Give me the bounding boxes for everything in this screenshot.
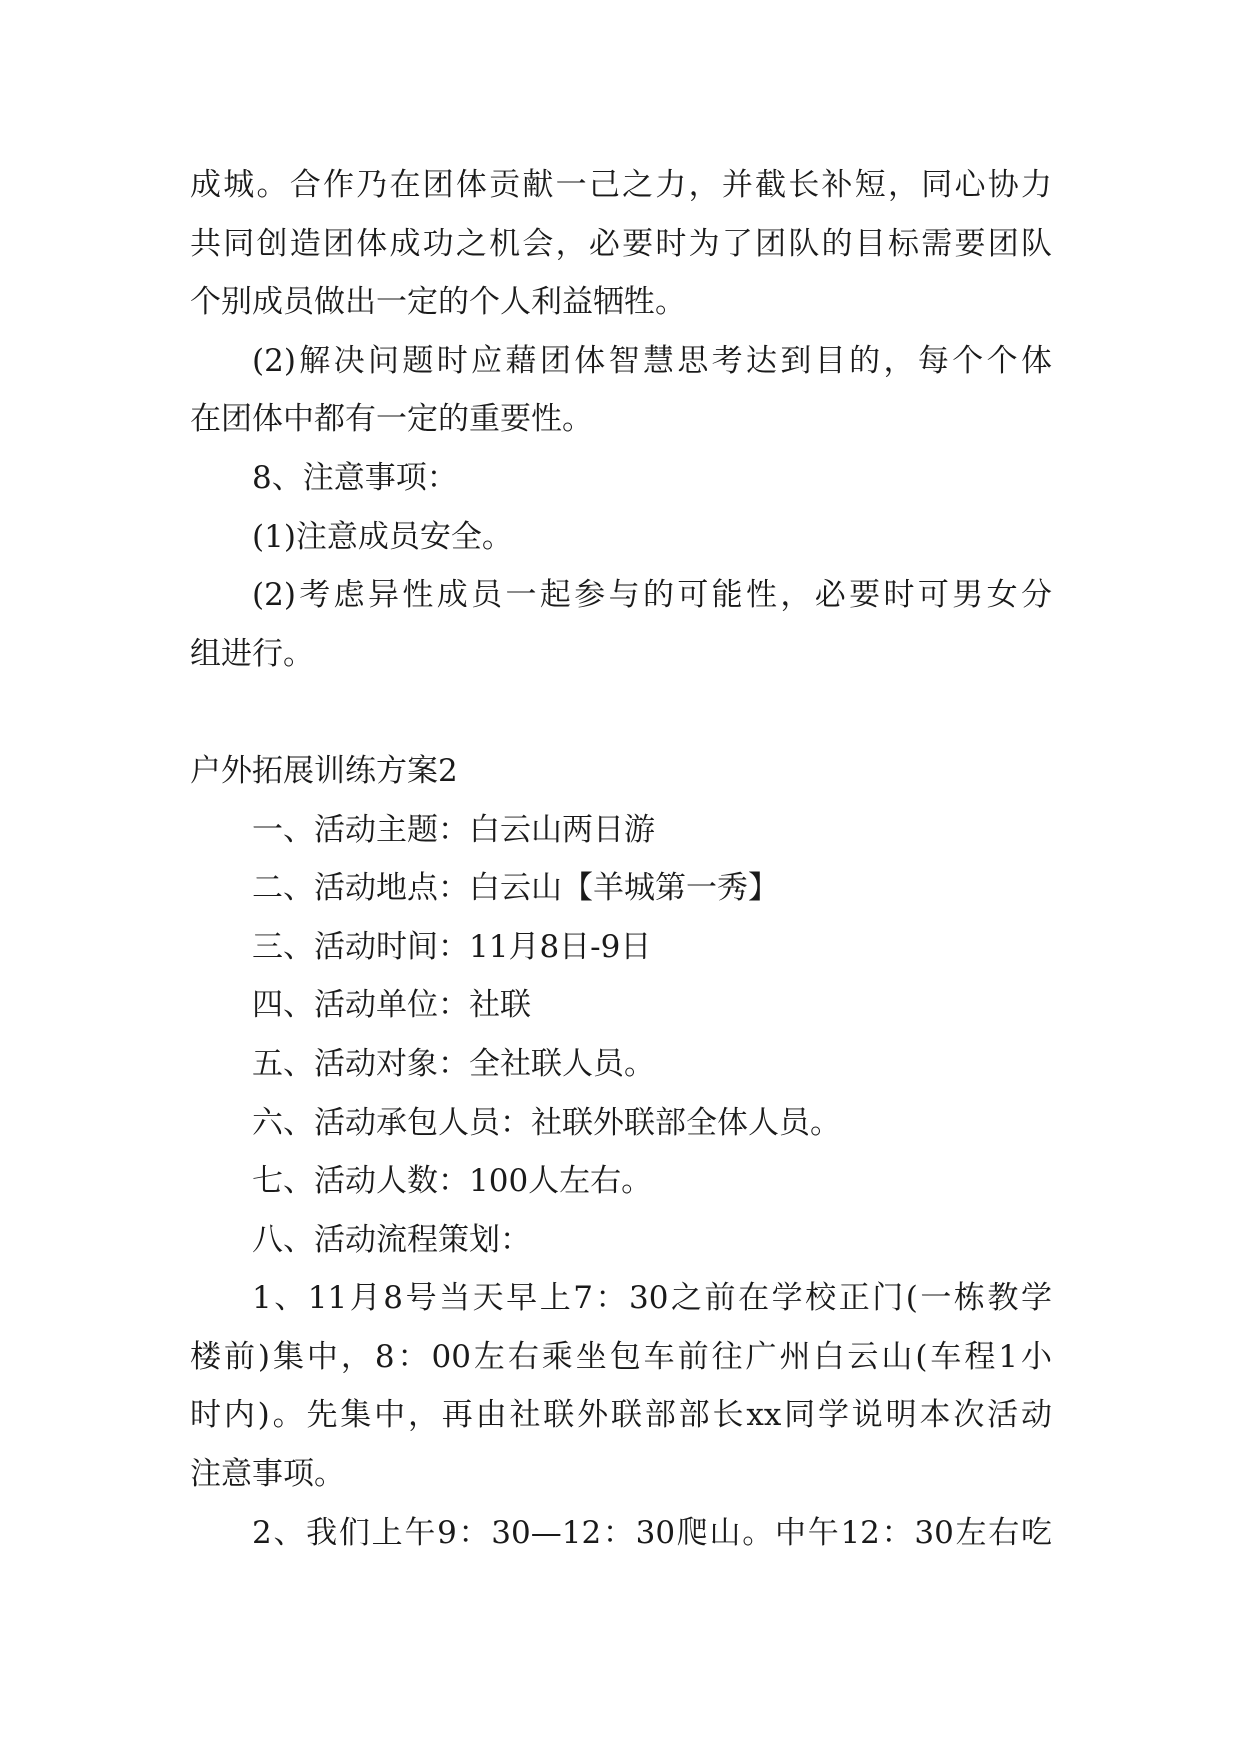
list-item: 一、活动主题：白云山两日游	[252, 811, 655, 848]
list-item: 七、活动人数：100人左右。	[252, 1163, 653, 1200]
list-item: 三、活动时间：11月8日-9日	[252, 928, 652, 965]
paragraph-line: 注意事项。	[190, 1456, 345, 1493]
document-body	[190, 156, 1052, 1562]
paragraph-line: 楼前)集中，8：00左右乘坐包车前往广州白云山(车程1小	[190, 1338, 1052, 1375]
paragraph-line: (2)解决问题时应藉团体智慧思考达到目的，每个个体	[252, 342, 1052, 379]
list-item: (1)注意成员安全。	[252, 518, 513, 555]
list-item: 组进行。	[190, 635, 314, 672]
list-item: 四、活动单位：社联	[252, 987, 531, 1024]
paragraph-line: 1、11月8号当天早上7：30之前在学校正门(一栋教学	[252, 1280, 1052, 1317]
paragraph-line: 共同创造团体成功之机会，必要时为了团队的目标需要团队	[190, 225, 1052, 262]
list-item: (2)考虑异性成员一起参与的可能性，必要时可男女分	[252, 577, 1052, 614]
document-title: 户外拓展训练方案2	[190, 752, 458, 789]
paragraph-gap	[190, 683, 1052, 742]
paragraph-line: 2、我们上午9：30—12：30爬山。中午12：30左右吃	[252, 1514, 1052, 1551]
paragraph-line: 在团体中都有一定的重要性。	[190, 401, 593, 438]
section-heading: 8、注意事项：	[252, 459, 458, 496]
paragraph-line: 个别成员做出一定的个人利益牺牲。	[190, 284, 686, 321]
list-item: 二、活动地点：白云山【羊城第一秀】	[252, 870, 779, 907]
paragraph-line: 成城。合作乃在团体贡献一己之力，并截长补短，同心协力	[190, 167, 1052, 203]
section-heading: 八、活动流程策划：	[252, 1221, 531, 1258]
list-item: 六、活动承包人员：社联外联部全体人员。	[252, 1104, 841, 1141]
paragraph-line: 时内)。先集中，再由社联外联部部长xx同学说明本次活动	[190, 1397, 1052, 1434]
list-item: 五、活动对象：全社联人员。	[252, 1045, 655, 1082]
